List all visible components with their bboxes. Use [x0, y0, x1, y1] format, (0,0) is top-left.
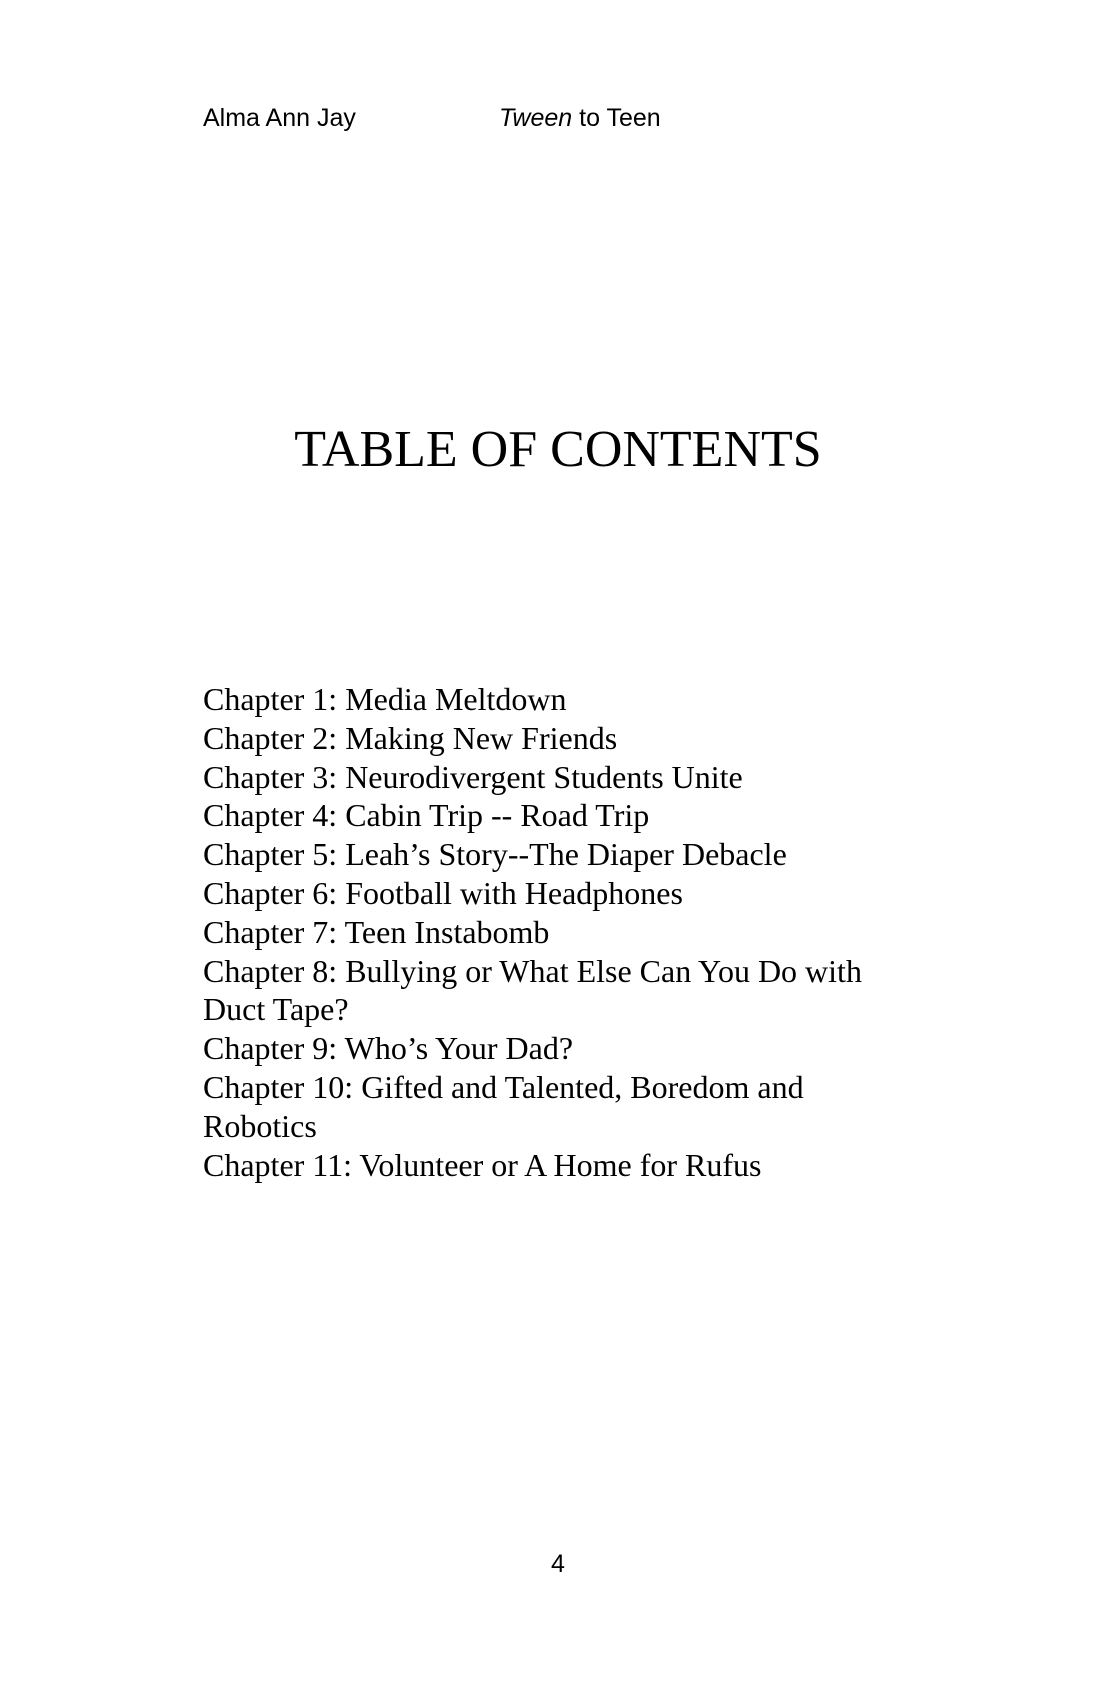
toc-entry: Chapter 3: Neurodivergent Students Unite	[203, 758, 743, 795]
toc-heading: TABLE OF CONTENTS	[294, 421, 822, 478]
toc-entry: Chapter 8: Bullying or What Else Can You Do with Duct Tape?	[203, 952, 862, 1028]
header-author: Alma Ann Jay	[203, 104, 356, 132]
header-book-title-rest: to Teen	[572, 104, 661, 132]
toc-list	[203, 680, 923, 1184]
toc-entry: Chapter 7: Teen Instabomb	[203, 913, 550, 950]
header-book-title-italic: Tween	[499, 104, 573, 132]
toc-entry: Chapter 2: Making New Friends	[203, 719, 618, 756]
toc-entry: Chapter 11: Volunteer or A Home for Rufus	[203, 1146, 762, 1183]
toc-entry: Chapter 5: Leah’s Story--The Diaper Debacle	[203, 836, 787, 873]
header-book-title	[499, 104, 661, 133]
toc-entry: Chapter 4: Cabin Trip -- Road Trip	[203, 797, 650, 834]
toc-entry: Chapter 10: Gifted and Talented, Boredom and Robotics	[203, 1068, 804, 1144]
page-number: 4	[551, 1550, 565, 1578]
running-header	[203, 104, 661, 133]
toc-entry: Chapter 9: Who’s Your Dad?	[203, 1030, 574, 1067]
toc-entry: Chapter 6: Football with Headphones	[203, 874, 683, 911]
toc-entry: Chapter 1: Media Meltdown	[203, 681, 567, 717]
